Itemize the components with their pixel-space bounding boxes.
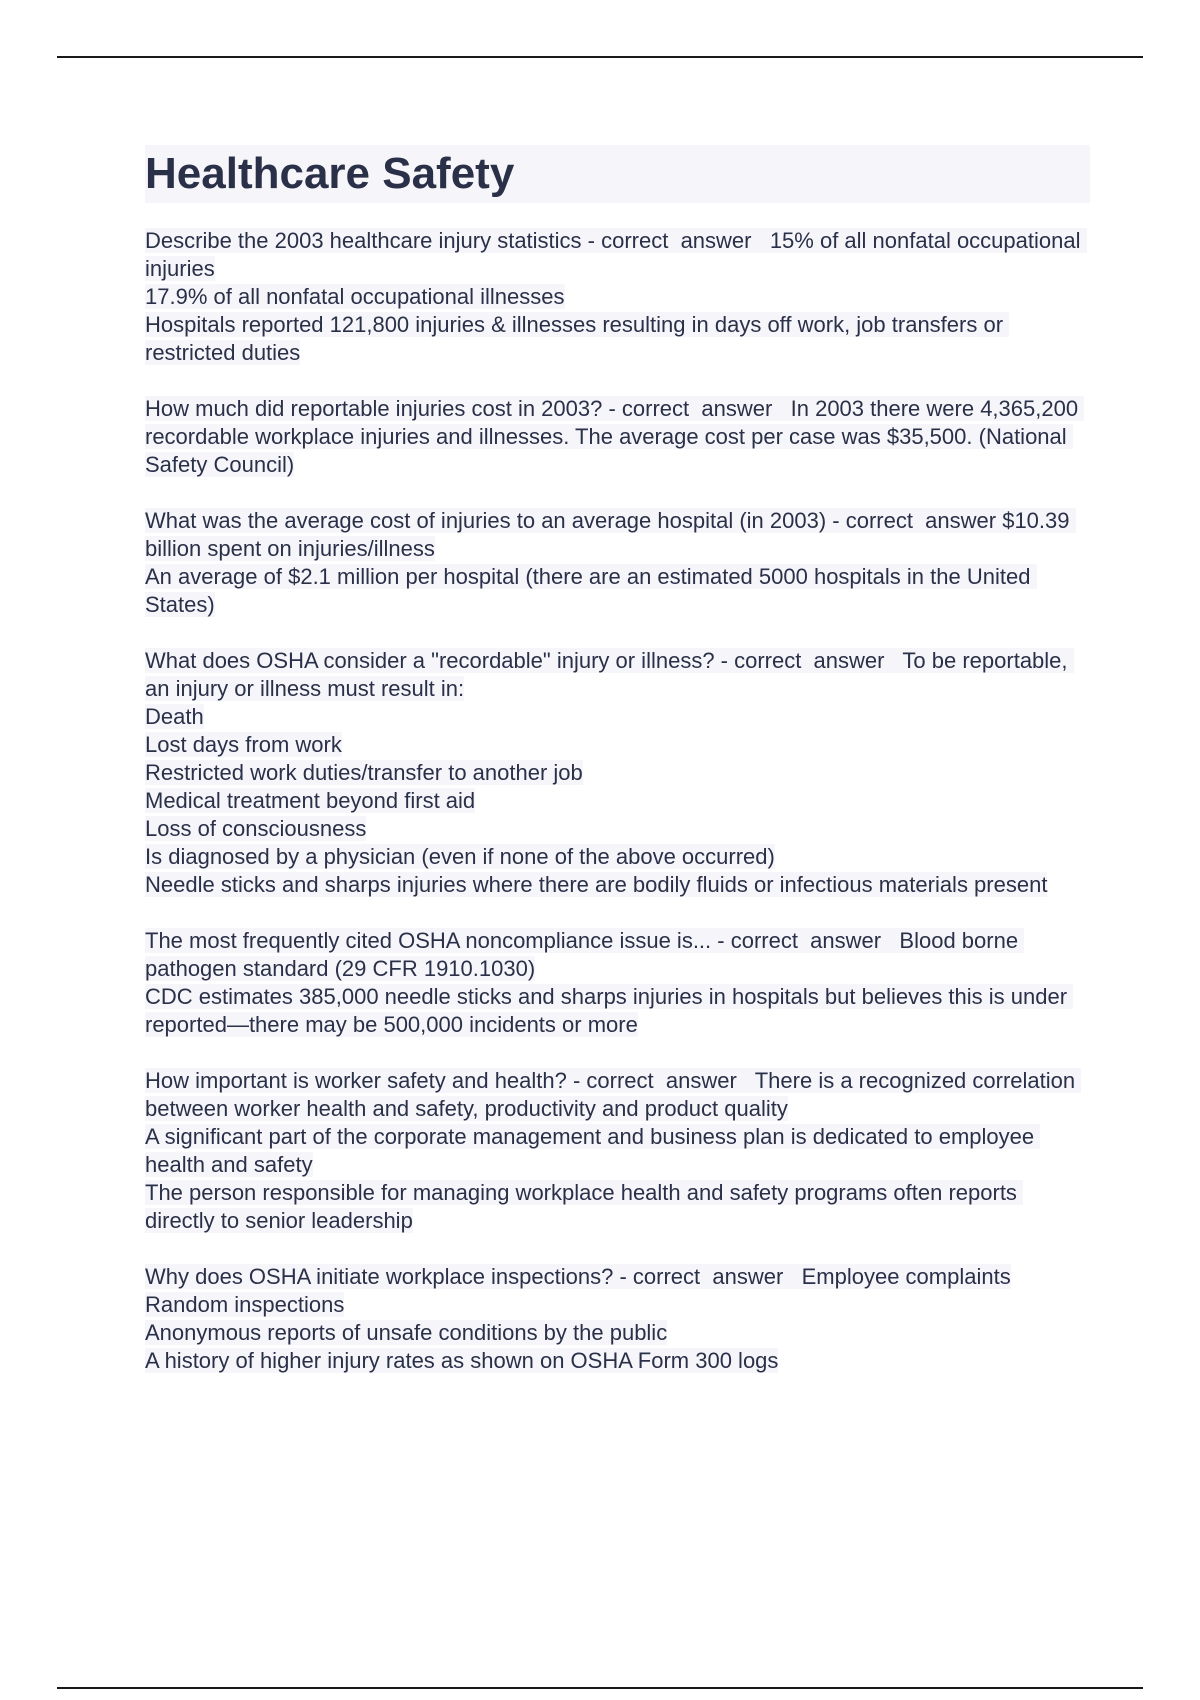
line-text: A significant part of the corporate management and business plan is dedicated to employee health and safety: [145, 1124, 1041, 1177]
line-text: What does OSHA consider a "recordable" injury or illness? - correct answer To be reportable, an injury or illness must result in:: [145, 648, 1074, 701]
line-text: How important is worker safety and health? - correct answer There is a recognized correlation between worker health and safety, productivity and product quality: [145, 1068, 1082, 1121]
line-text: Needle sticks and sharps injuries where there are bodily fluids or infectious materials present: [145, 872, 1048, 897]
line-text: An average of $2.1 million per hospital (there are an estimated 5000 hospitals in the United States): [145, 564, 1037, 617]
line-text: Why does OSHA initiate workplace inspections? - correct answer Employee complaints: [145, 1264, 1011, 1289]
question-line: [145, 1067, 1090, 1123]
answer-line: [145, 563, 1090, 619]
answer-line: [145, 1319, 1090, 1347]
line-text: 17.9% of all nonfatal occupational illnesses: [145, 284, 565, 309]
title-bar: [145, 145, 1090, 203]
footer-rule: [57, 1687, 1143, 1689]
line-text: Loss of consciousness: [145, 816, 367, 841]
line-text: Random inspections: [145, 1292, 345, 1317]
line-text: What was the average cost of injuries to an average hospital (in 2003) - correct answer $10.39 billion spent on injuries/illness: [145, 508, 1076, 561]
answer-line: [145, 1123, 1090, 1179]
answer-line: [145, 815, 1090, 843]
line-text: Is diagnosed by a physician (even if none of the above occurred): [145, 844, 775, 869]
line-text: Lost days from work: [145, 732, 342, 757]
question-line: [145, 1263, 1090, 1291]
answer-line: [145, 843, 1090, 871]
line-text: CDC estimates 385,000 needle sticks and sharps injuries in hospitals but believes this is under reported—there may be 500,000 incidents or more: [145, 984, 1074, 1037]
qa-item: [145, 507, 1090, 619]
line-text: Hospitals reported 121,800 injuries & illnesses resulting in days off work, job transfers or restricted duties: [145, 312, 1010, 365]
line-text: Anonymous reports of unsafe conditions by the public: [145, 1320, 668, 1345]
qa-item: [145, 647, 1090, 899]
answer-line: [145, 787, 1090, 815]
header-rule: [57, 56, 1143, 58]
question-line: [145, 647, 1090, 703]
question-line: [145, 927, 1090, 983]
answer-line: [145, 759, 1090, 787]
qa-item: [145, 1263, 1090, 1375]
line-text: Medical treatment beyond first aid: [145, 788, 476, 813]
line-text: A history of higher injury rates as shown on OSHA Form 300 logs: [145, 1348, 779, 1373]
question-line: [145, 395, 1090, 479]
question-line: [145, 507, 1090, 563]
answer-line: [145, 871, 1090, 899]
answer-line: [145, 311, 1090, 367]
line-text: The most frequently cited OSHA noncompliance issue is... - correct answer Blood borne pathogen standard (29 CFR 1910.1030): [145, 928, 1025, 981]
line-text: Describe the 2003 healthcare injury statistics - correct answer 15% of all nonfatal occupational injuries: [145, 228, 1087, 281]
answer-line: [145, 983, 1090, 1039]
line-text: How much did reportable injuries cost in 2003? - correct answer In 2003 there were 4,365,200 recordable workplace injuries and illnesses. The average cost per case was $35,500. (National Safety Council): [145, 396, 1085, 477]
answer-line: [145, 1179, 1090, 1235]
qa-item: [145, 395, 1090, 479]
qa-list: [145, 227, 1090, 1375]
line-text: The person responsible for managing workplace health and safety programs often reports directly to senior leadership: [145, 1180, 1024, 1233]
qa-item: [145, 1067, 1090, 1235]
qa-item: [145, 227, 1090, 367]
question-line: [145, 227, 1090, 283]
answer-line: [145, 731, 1090, 759]
answer-line: [145, 703, 1090, 731]
answer-line: [145, 283, 1090, 311]
qa-item: [145, 927, 1090, 1039]
document-title: Healthcare Safety: [145, 149, 515, 198]
answer-line: [145, 1291, 1090, 1319]
document-body: [145, 145, 1090, 1403]
line-text: Restricted work duties/transfer to another job: [145, 760, 583, 785]
answer-line: [145, 1347, 1090, 1375]
line-text: Death: [145, 704, 204, 729]
